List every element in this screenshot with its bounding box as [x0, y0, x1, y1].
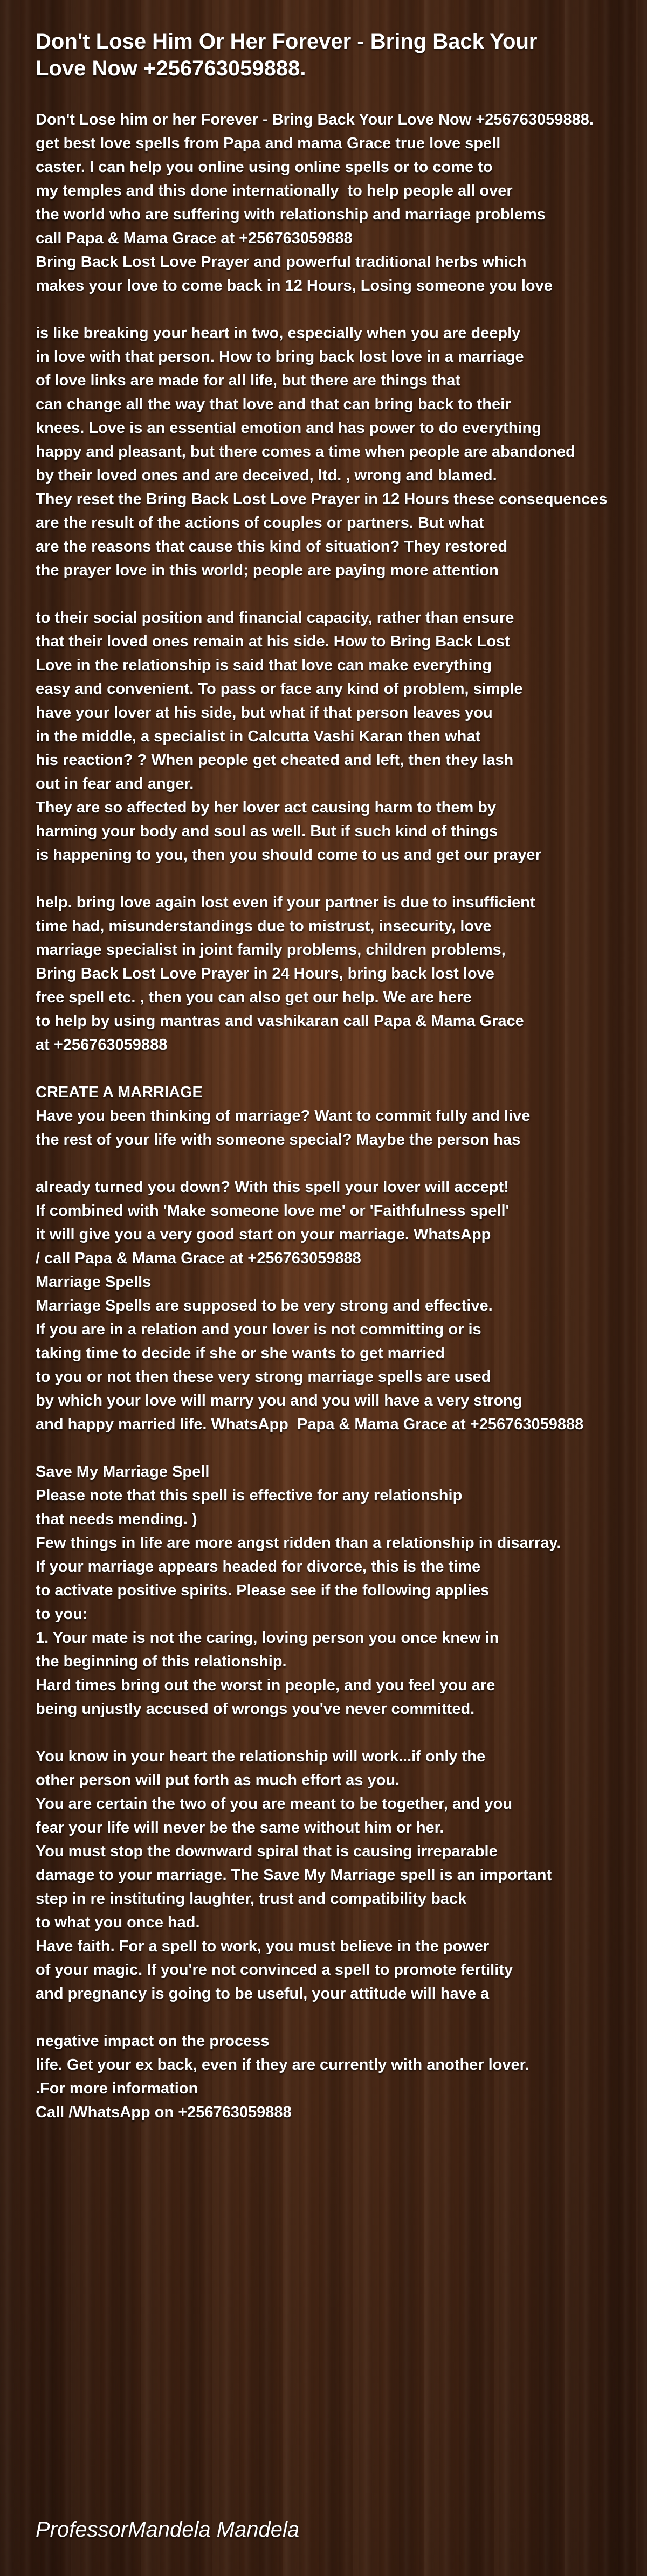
poem-author: ProfessorMandela Mandela [36, 2518, 300, 2541]
poem-title: Don't Lose Him Or Her Forever - Bring Back Your Love Now +256763059888. [36, 30, 538, 80]
poem-body: Don't Lose him or her Forever - Bring Back Your Love Now +256763059888. get best love spells from Papa and mama Grace true love spell caster. I can help you online using online spells or to come to my temples and this done internationally to help people all over the world who are suffering with relationship and marriage problems call Papa & Mama Grace at +256763059888 Bring Back Lost Love Prayer and powerful traditional herbs which makes your love to come back in 12 Hours, Losing someone you love is like breaking your heart in two, especially when you are deeply in love with that person. How to bring back lost love in a marriage of love links are made for all life, but there are things that can change all the way that love and that can bring back to their knees. Love is an essential emotion and has power to do everything happy and pleasant, but there comes a time when people are abandoned by their loved ones and are deceived, ltd. , wrong and blamed. They reset the Bring Back Lost Love Prayer in 12 Hours these consequences are the result of the actions of couples or partners. But what are the reasons that cause this kind of situation? They restored the prayer love in this world; people are paying more attention to their social position and financial capacity, rather than ensure that their loved ones remain at his side. How to Bring Back Lost Love in the relationship is said that love can make everything easy and convenient. To pass or face any kind of problem, simple have your lover at his side, but what if that person leaves you in the middle, a specialist in Calcutta Vashi Karan then what his reaction? ? When people get cheated and left, then they lash out in fear and anger. They are so affected by her lover act causing harm to them by harming your body and soul as well. But if such kind of things is happening to you, then you should come to us and get our prayer help. bring love again lost even if your partner is due to insufficient time had, misunderstandings due to mistrust, insecurity, love marriage specialist in joint family problems, children problems, Bring Back Lost Love Prayer in 24 Hours, bring back lost love free spell etc. , then you can also get our help. We are here to help by using mantras and vashikaran call Papa & Mama Grace at +256763059888 CREATE A MARRIAGE Have you been thinking of marriage? Want to commit fully and live the rest of your life with someone special? Maybe the person has already turned you down? With this spell your lover will accept! If combined with 'Make someone love me' or 'Faithfulness spell' it will give you a very good start on your marriage. WhatsApp / call Papa & Mama Grace at +256763059888 Marriage Spells Marriage Spells are supposed to be very strong and effective. If you are in a relation and your lover is not committing or is taking time to decide if she or she wants to get married to you or not then these very strong marriage spells are used by which your love will marry you and you will have a very strong and happy married life. WhatsApp Papa & Mama Grace at +256763059888 Save My Marriage Spell Please note that this spell is effective for any relationship that needs mending. ) Few things in life are more angst ridden than a relationship in disarray. If your marriage appears headed for divorce, this is the time to activate positive spirits. Please see if the following applies to you: 1. Your mate is not the caring, loving person you once knew in the beginning of this relationship. Hard times bring out the worst in people, and you feel you are being unjustly accused of wrongs you've never committed. You know in your heart the relationship will work...if only the other person will put forth as much effort as you. You are certain the two of you are meant to be together, and you fear your life will never be the same without him or her. You must stop the downward spiral that is causing irreparable damage to your marriage. The Save My Marriage spell is an important step in re instituting laughter, trust and compatibility back to what you once had. Have faith. For a spell to work, you must believe in the power of your magic. If you're not convinced a spell to promote fertility and pregnancy is going to be useful, your attitude will have a negative impact on the process life. Get your ex back, even if they are currently with another lover. .For more information Call /WhatsApp on +256763059888 [36, 111, 608, 2121]
